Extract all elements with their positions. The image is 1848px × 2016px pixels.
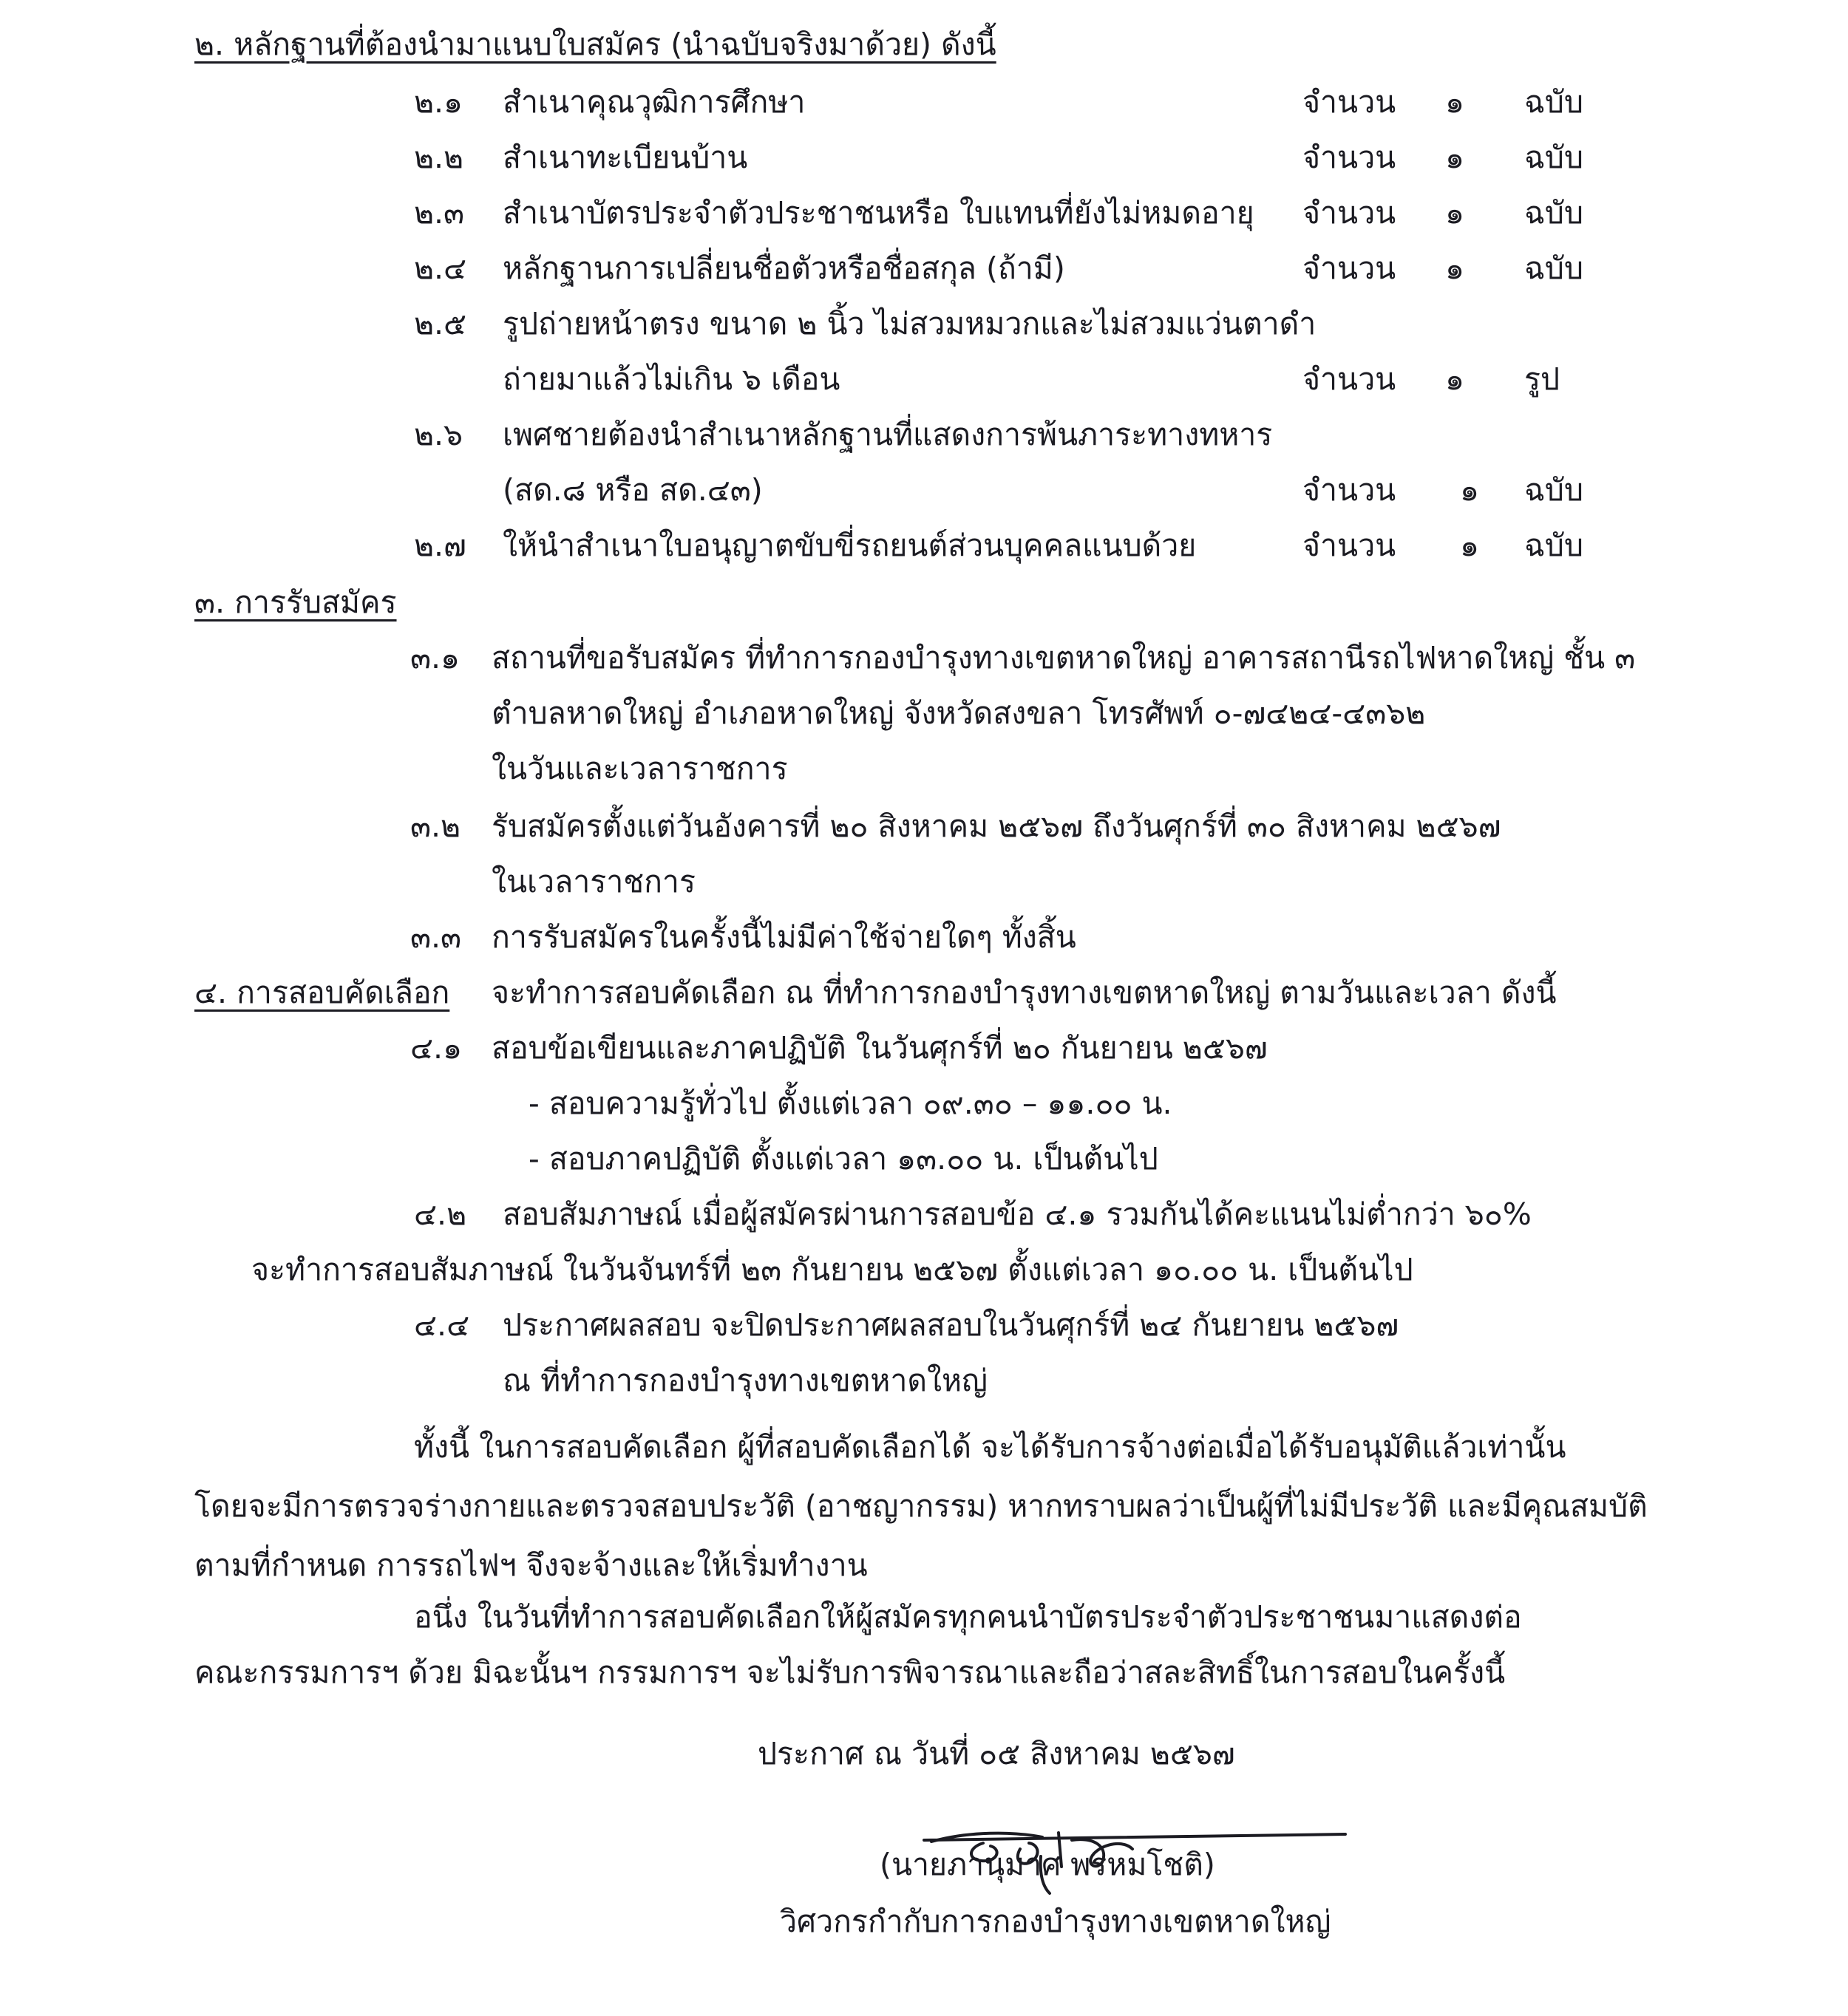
- section-3-heading: ๓. การรับสมัคร: [194, 585, 397, 620]
- qty-unit: ฉบับ: [1524, 140, 1583, 175]
- qty-unit: ฉบับ: [1524, 195, 1583, 231]
- section-4-heading: ๔. การสอบคัดเลือก: [194, 975, 450, 1010]
- item-text-continued: ณ ที่ทำการกองบำรุงทางเขตหาดใหญ่: [503, 1363, 988, 1398]
- qty-label: จำนวน: [1302, 84, 1396, 120]
- item-text: เพศชายต้องนำสำเนาหลักฐานที่แสดงการพ้นภาระทางทหาร: [503, 417, 1273, 452]
- qty-value: ๑: [1445, 140, 1465, 175]
- item-number: ๔.๒: [414, 1196, 467, 1232]
- item-text: หลักฐานการเปลี่ยนชื่อตัวหรือชื่อสกุล (ถ้ามี): [503, 251, 1065, 286]
- item-number: ๓.๑: [410, 640, 461, 675]
- qty-value: ๑: [1445, 84, 1465, 120]
- item-text: การรับสมัครในครั้งนี้ไม่มีค่าใช้จ่ายใดๆ ทั้งสิ้น: [492, 919, 1076, 955]
- closing-paragraph-line: คณะกรรมการฯ ด้วย มิฉะนั้นฯ กรรมการฯ จะไม่รับการพิจารณาและถือว่าสละสิทธิ์ในการสอบในครั้งนี้: [194, 1655, 1506, 1690]
- qty-unit: ฉบับ: [1524, 528, 1583, 563]
- item-text-continued: ในวันและเวลาราชการ: [492, 751, 788, 786]
- item-text: สำเนาทะเบียนบ้าน: [503, 140, 748, 175]
- signer-title: วิศวกรกำกับการกองบำรุงทางเขตหาดใหญ่: [780, 1904, 1331, 1939]
- section-4-intro: จะทำการสอบคัดเลือก ณ ที่ทำการกองบำรุงทางเขตหาดใหญ่ ตามวันและเวลา ดังนี้: [492, 975, 1557, 1010]
- qty-value: ๑: [1445, 361, 1465, 397]
- item-text: ประกาศผลสอบ จะปิดประกาศผลสอบในวันศุกร์ที่ ๒๔ กันยายน ๒๕๖๗: [503, 1307, 1399, 1343]
- closing-paragraph-line: อนึ่ง ในวันที่ทำการสอบคัดเลือกให้ผู้สมัครทุกคนนำบัตรประจำตัวประชาชนมาแสดงต่อ: [414, 1599, 1522, 1635]
- item-number: ๒.๓: [414, 195, 465, 231]
- item-number: ๒.๑: [414, 84, 463, 120]
- item-text: สอบข้อเขียนและภาคปฏิบัติ ในวันศุกร์ที่ ๒๐ กันยายน ๒๕๖๗: [492, 1030, 1268, 1066]
- sub-item: - สอบภาคปฏิบัติ ตั้งแต่เวลา ๑๓.๐๐ น. เป็นต้นไป: [529, 1141, 1158, 1176]
- item-text-continued: (สด.๘ หรือ สด.๔๓): [503, 472, 763, 508]
- item-number: ๒.๒: [414, 140, 464, 175]
- item-number: ๔.๔: [414, 1307, 470, 1343]
- item-text: ให้นำสำเนาใบอนุญาตขับขี่รถยนต์ส่วนบุคคลแนบด้วย: [503, 528, 1197, 563]
- qty-value: ๑: [1460, 528, 1480, 563]
- closing-paragraph-line: ตามที่กำหนด การรถไฟฯ จึงจะจ้างและให้เริ่มทำงาน: [194, 1547, 868, 1583]
- qty-label: จำนวน: [1302, 361, 1396, 397]
- qty-value: ๑: [1460, 472, 1480, 508]
- section-2-heading: ๒. หลักฐานที่ต้องนำมาแนบใบสมัคร (นำฉบับจริงมาด้วย) ดังนี้: [194, 27, 996, 62]
- signer-name: (นายภานุมาศ พรหมโชติ): [880, 1847, 1215, 1882]
- item-text-continued: ถ่ายมาแล้วไม่เกิน ๖ เดือน: [503, 361, 840, 397]
- qty-unit: ฉบับ: [1524, 472, 1583, 508]
- sub-item: - สอบความรู้ทั่วไป ตั้งแต่เวลา ๐๙.๓๐ – ๑๑.๐๐ น.: [529, 1086, 1172, 1121]
- qty-label: จำนวน: [1302, 251, 1396, 286]
- item-text: สถานที่ขอรับสมัคร ที่ทำการกองบำรุงทางเขตหาดใหญ่ อาคารสถานีรถไฟหาดใหญ่ ชั้น ๓: [492, 640, 1636, 675]
- item-text-continued: จะทำการสอบสัมภาษณ์ ในวันจันทร์ที่ ๒๓ กันยายน ๒๕๖๗ ตั้งแต่เวลา ๑๐.๐๐ น. เป็นต้นไป: [251, 1252, 1413, 1287]
- item-number: ๒.๕: [414, 306, 467, 341]
- item-text: รับสมัครตั้งแต่วันอังคารที่ ๒๐ สิงหาคม ๒๕๖๗ ถึงวันศุกร์ที่ ๓๐ สิงหาคม ๒๕๖๗: [492, 808, 1501, 844]
- item-number: ๒.๗: [414, 528, 466, 563]
- item-text: สำเนาบัตรประจำตัวประชาชนหรือ ใบแทนที่ยังไม่หมดอายุ: [503, 195, 1254, 231]
- qty-unit: รูป: [1524, 361, 1560, 397]
- qty-label: จำนวน: [1302, 528, 1396, 563]
- item-text-continued: ตำบลหาดใหญ่ อำเภอหาดใหญ่ จังหวัดสงขลา โทรศัพท์ ๐-๗๔๒๔-๔๓๖๒: [492, 695, 1426, 731]
- item-text: สอบสัมภาษณ์ เมื่อผู้สมัครผ่านการสอบข้อ ๔.๑ รวมกันได้คะแนนไม่ต่ำกว่า ๖๐%: [503, 1196, 1532, 1232]
- qty-unit: ฉบับ: [1524, 84, 1583, 120]
- qty-label: จำนวน: [1302, 472, 1396, 508]
- item-number: ๒.๔: [414, 251, 467, 286]
- qty-value: ๑: [1445, 251, 1465, 286]
- qty-label: จำนวน: [1302, 140, 1396, 175]
- qty-label: จำนวน: [1302, 195, 1396, 231]
- item-text: สำเนาคุณวุฒิการศึกษา: [503, 84, 806, 120]
- closing-paragraph-line: โดยจะมีการตรวจร่างกายและตรวจสอบประวัติ (อาชญากรรม) หากทราบผลว่าเป็นผู้ที่ไม่มีประวัติ และมีคุณสมบัติ: [194, 1488, 1648, 1524]
- qty-unit: ฉบับ: [1524, 251, 1583, 286]
- closing-paragraph-line: ทั้งนี้ ในการสอบคัดเลือก ผู้ที่สอบคัดเลือกได้ จะได้รับการจ้างต่อเมื่อได้รับอนุมัติแล้วเท่านั้น: [414, 1429, 1566, 1465]
- item-text-continued: ในเวลาราชการ: [492, 864, 696, 899]
- item-number: ๓.๒: [410, 808, 461, 844]
- item-text: รูปถ่ายหน้าตรง ขนาด ๒ นิ้ว ไม่สวมหมวกและไม่สวมแว่นตาดำ: [503, 306, 1317, 341]
- qty-value: ๑: [1445, 195, 1465, 231]
- announcement-date: ประกาศ ณ วันที่ ๐๕ สิงหาคม ๒๕๖๗: [758, 1736, 1235, 1771]
- item-number: ๒.๖: [414, 417, 463, 452]
- item-number: ๔.๑: [410, 1030, 463, 1066]
- item-number: ๓.๓: [410, 919, 462, 955]
